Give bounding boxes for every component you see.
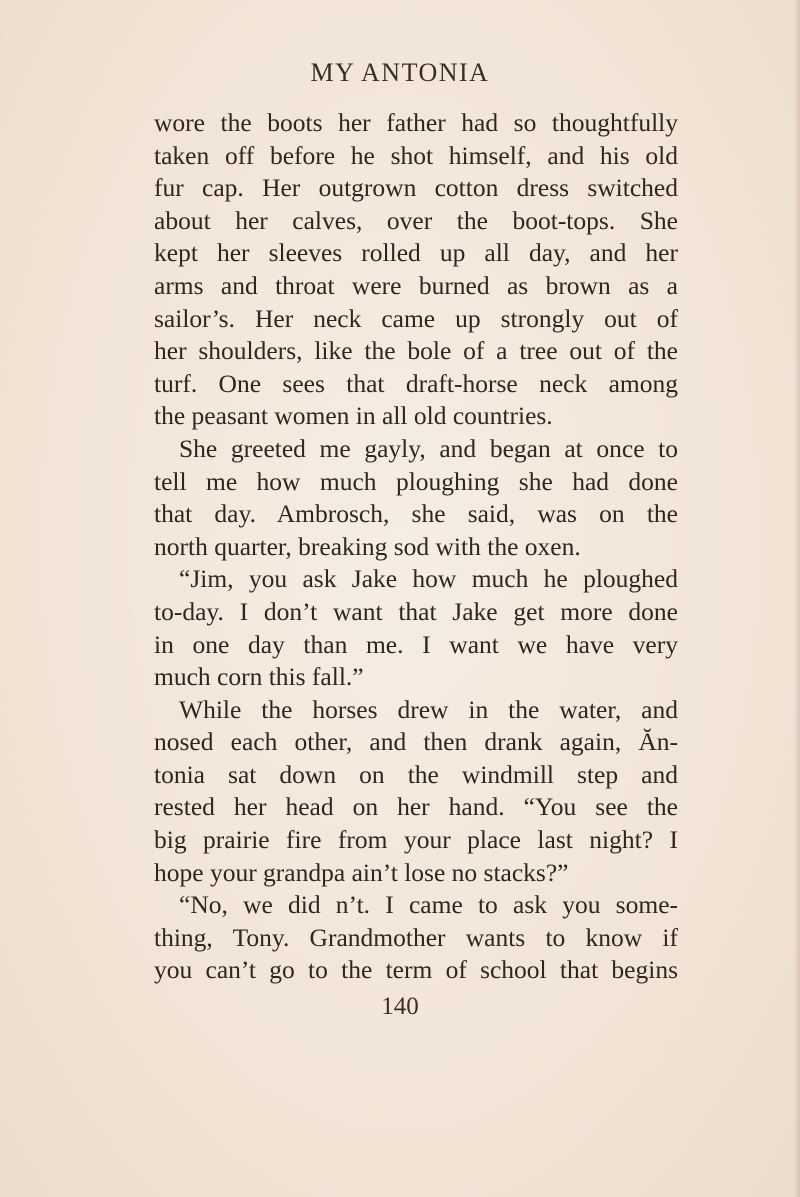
text-line: tonia sat down on the windmill step and	[154, 759, 678, 789]
text-line: rested her head on her hand. “You see the	[154, 792, 678, 822]
text-line: that day. Ambrosch, she said, was on the	[154, 499, 678, 529]
page-number: 140	[381, 993, 419, 1020]
text-line: nosed each other, and then drank again, Ăn-	[154, 727, 678, 757]
text-line: her shoulders, like the bole of a tree out of the	[154, 336, 678, 366]
running-head: MY ANTONIA	[310, 58, 490, 87]
text-line: She greeted me gayly, and began at once to	[179, 433, 678, 463]
text-line: While the horses drew in the water, and	[179, 694, 678, 724]
body-text	[154, 107, 678, 987]
text-line: tell me how much ploughing she had done	[154, 466, 678, 496]
text-line: arms and throat were burned as brown as a	[154, 270, 678, 300]
text-line: the peasant women in all old countries.	[154, 401, 553, 431]
text-line: kept her sleeves rolled up all day, and her	[154, 238, 678, 268]
text-line: north quarter, breaking sod with the oxen.	[154, 531, 581, 561]
text-line: big prairie fire from your place last night? I	[154, 825, 678, 855]
text-line: to-day. I don’t want that Jake get more done	[154, 596, 678, 626]
text-line: about her calves, over the boot-tops. She	[154, 205, 678, 235]
text-line: much corn this fall.”	[154, 662, 364, 692]
text-line: fur cap. Her outgrown cotton dress switched	[154, 173, 678, 203]
text-line: turf. One sees that draft-horse neck among	[154, 368, 678, 398]
text-line: sailor’s. Her neck came up strongly out of	[154, 303, 678, 333]
text-line: thing, Tony. Grandmother wants to know if	[154, 922, 678, 952]
text-line: “Jim, you ask Jake how much he ploughed	[179, 564, 678, 594]
text-line: taken off before he shot himself, and his old	[154, 140, 678, 170]
text-line: “No, we did n’t. I came to ask you some-	[179, 890, 678, 920]
text-line: hope your grandpa ain’t lose no stacks?”	[154, 857, 569, 887]
text-line: you can’t go to the term of school that begins	[154, 955, 678, 985]
text-line: in one day than me. I want we have very	[154, 629, 678, 659]
text-line: wore the boots her father had so thoughtfully	[154, 108, 678, 137]
